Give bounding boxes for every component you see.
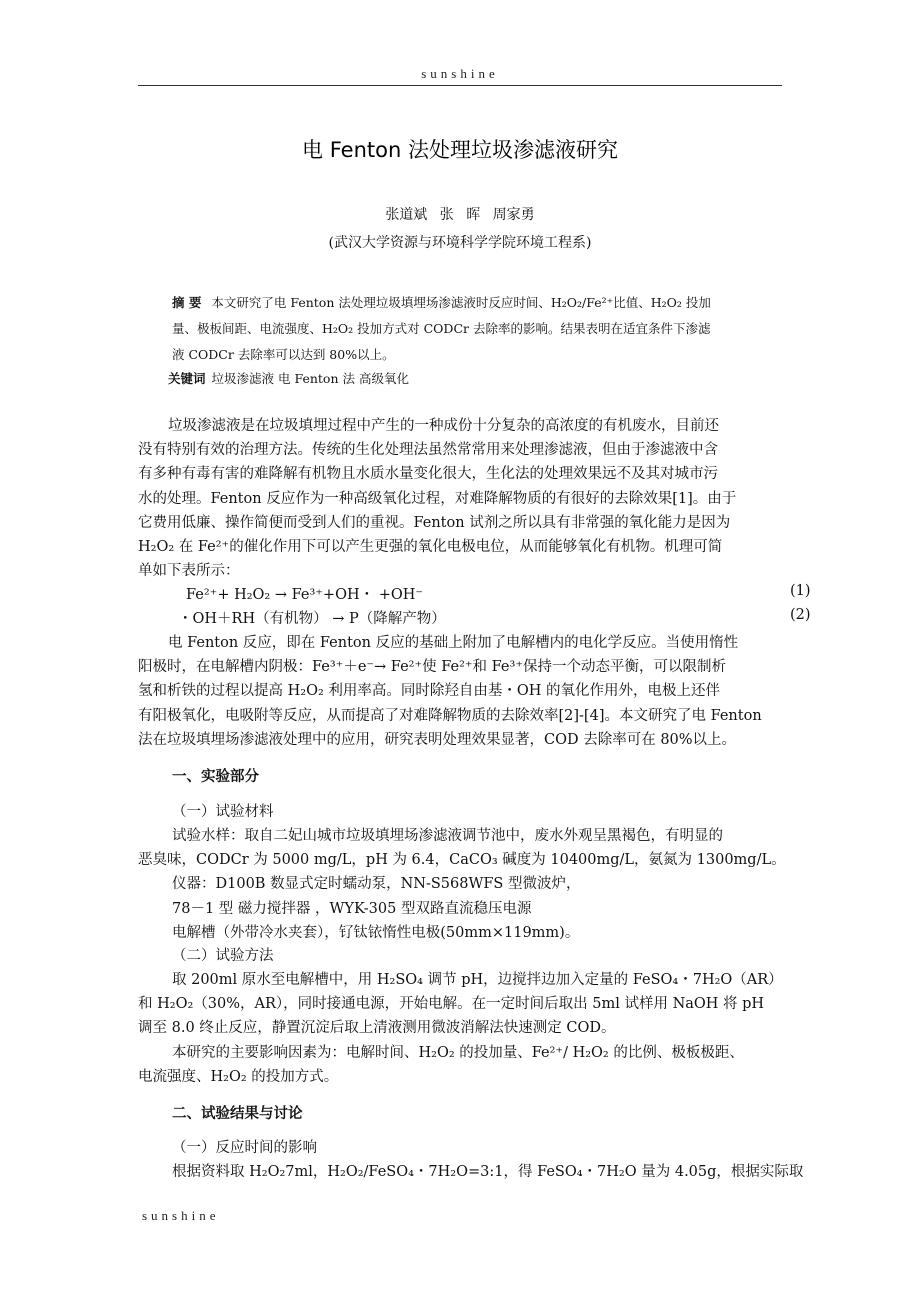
electro-line: 氢和析铁的过程以提高 H₂O₂ 利用率高。同时除羟自由基・OH 的氧化作用外，电极上还伴	[138, 683, 721, 700]
methods-line: 调至 8.0 终止反应，静置沉淀后取上清液测用微波消解法快速测定 COD。	[138, 1020, 616, 1037]
section-1-sub-2: （二）试验方法	[172, 948, 274, 964]
intro-line: H₂O₂ 在 Fe²⁺的催化作用下可以产生更强的氧化电极电位，从而能够氧化有机物。机理可简	[138, 539, 723, 556]
methods-line: 电流强度、H₂O₂ 的投加方式。	[138, 1068, 339, 1085]
electro-line: 有阳极氧化，电吸附等反应，从而提高了对难降解物质的去除效率[2]-[4]。本文研究了电 Fenton	[138, 707, 762, 724]
abstract-label: 摘 要	[172, 295, 202, 310]
methods-paragraph	[138, 968, 786, 1089]
section-1-sub-1: （一）试验材料	[172, 804, 274, 820]
materials-line: 78－1 型 磁力搅拌器 ，WYK-305 型双路直流稳压电源	[172, 900, 532, 917]
electro-line: 法在垃圾填埋场渗滤液处理中的应用，研究表明处理效果显著，COD 去除率可在 80%以上。	[138, 731, 737, 748]
intro-line: 水的处理。Fenton 反应作为一种高级氧化过程，对难降解物质的有很好的去除效果[1]。由于	[138, 490, 737, 507]
section-2-heading: 二、试验结果与讨论	[172, 1106, 303, 1122]
materials-line: 仪器：D100B 数显式定时蠕动泵，NN-S568WFS 型微波炉，	[172, 876, 581, 893]
materials-line: 恶臭味，CODCr 为 5000 mg/L，pH 为 6.4，CaCO₃ 碱度为 10400mg/L，氨氮为 1300mg/L。	[138, 852, 786, 869]
materials-paragraph	[138, 824, 786, 945]
electro-fenton-paragraph	[138, 631, 786, 752]
running-footer: sunshine	[142, 1208, 220, 1223]
materials-line: 电解槽（外带冷水夹套），钌钛铱惰性电极(50mm×119mm)。	[172, 924, 580, 941]
electro-line: 电 Fenton 反应，即在 Fenton 反应的基础上附加了电解槽内的电化学反应。当使用惰性	[168, 635, 739, 651]
equation-2: ・OH＋RH（有机物） → P（降解产物）	[178, 611, 446, 627]
equation-2-number: (2)	[790, 607, 811, 623]
intro-line: 垃圾渗滤液是在垃圾填埋过程中产生的一种成份十分复杂的高浓度的有机废水，目前还	[168, 418, 719, 434]
intro-line: 有多种有毒有害的难降解有机物且水质水量变化很大，生化法的处理效果远不及其对城市污	[138, 466, 718, 483]
intro-line: 它费用低廉、操作简便而受到人们的重视。Fenton 试剂之所以具有非常强的氧化能力是因为	[138, 514, 731, 531]
equation-1-number: (1)	[790, 583, 811, 599]
paper-affiliation: (武汉大学资源与环境科学学院环境工程系)	[328, 235, 592, 251]
keywords-text: 垃圾渗滤液 电 Fenton 法 高级氧化	[211, 371, 409, 386]
section-1-heading: 一、实验部分	[172, 769, 259, 785]
header-rule	[138, 85, 782, 86]
abstract-text-1: 本文研究了电 Fenton 法处理垃圾填埋场渗滤液时反应时间、H₂O₂/Fe²⁺比值、H₂O₂ 投加	[211, 295, 711, 310]
section-2-sub-1: （一）反应时间的影响	[172, 1140, 317, 1156]
methods-line: 取 200ml 原水至电解槽中，用 H₂SO₄ 调节 pH，边搅拌边加入定量的 FeSO₄・7H₂O（AR）	[172, 972, 783, 988]
results-paragraph	[138, 1160, 804, 1184]
abstract-line-1	[172, 290, 752, 316]
intro-line: 单如下表所示：	[138, 563, 240, 580]
results-line: 根据资料取 H₂O₂7ml，H₂O₂/FeSO₄・7H₂O=3:1，得 FeSO₄・7H₂O 量为 4.05g，根据实际取	[172, 1164, 804, 1180]
electro-line: 阳极时，在电解槽内阴极：Fe³⁺＋e⁻→ Fe²⁺使 Fe²⁺和 Fe³⁺保持一个动态平衡，可以限制析	[138, 659, 726, 676]
intro-line: 没有特别有效的治理方法。传统的生化处理法虽然常常用来处理渗滤液，但由于渗滤液中含	[138, 442, 718, 459]
paper-title: 电 Fenton 法处理垃圾渗滤液研究	[302, 138, 618, 162]
methods-line: 本研究的主要影响因素为：电解时间、H₂O₂ 的投加量、Fe²⁺/ H₂O₂ 的比例、极板极距、	[172, 1044, 744, 1061]
methods-line: 和 H₂O₂（30%，AR），同时接通电源，开始电解。在一定时间后取出 5ml 试样用 NaOH 将 pH	[138, 996, 765, 1013]
keywords-label: 关键词	[168, 371, 206, 386]
paper-authors: 张道斌 张 晖 周家勇	[385, 207, 535, 223]
equation-1: Fe²⁺+ H₂O₂ → Fe³⁺+OH・ +OH⁻	[186, 587, 424, 603]
abstract-line-3: 液 CODCr 去除率可以达到 80%以上。	[172, 347, 395, 362]
intro-paragraph	[138, 414, 786, 583]
keywords-line	[168, 366, 748, 392]
running-header: sunshine	[421, 66, 499, 81]
materials-line: 试验水样：取自二妃山城市垃圾填埋场渗滤液调节池中，废水外观呈黑褐色，有明显的	[172, 828, 723, 844]
abstract-line-2: 量、极板间距、电流强度、H₂O₂ 投加方式对 CODCr 去除率的影响。结果表明在适宜条件下渗滤	[172, 321, 711, 336]
